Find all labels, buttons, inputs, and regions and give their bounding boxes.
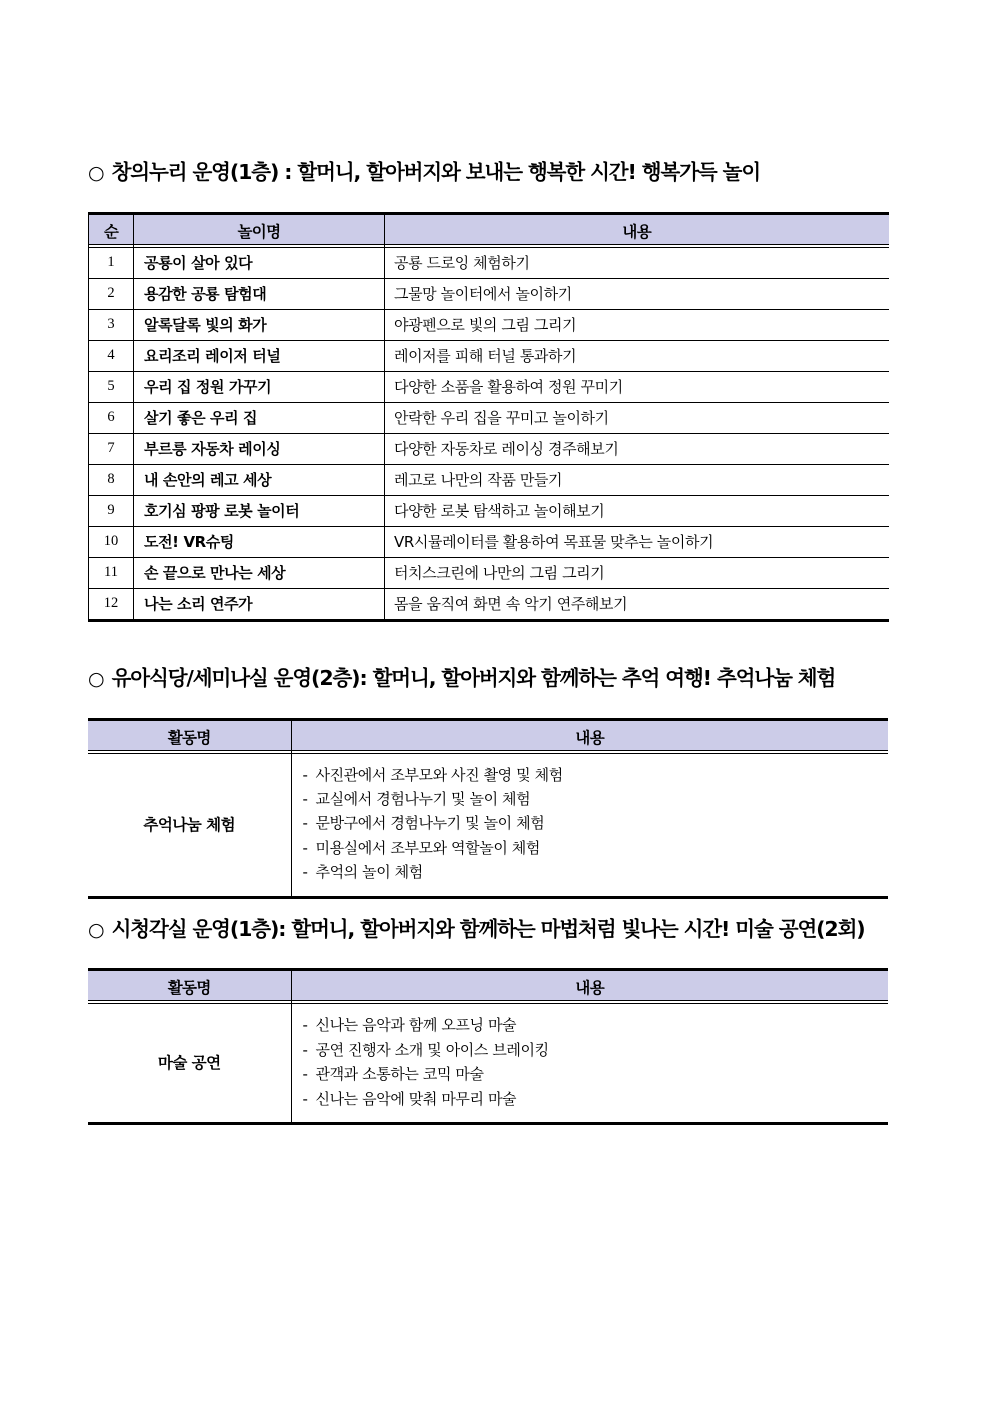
table-magic-head xyxy=(88,970,888,1004)
table-row xyxy=(89,402,889,433)
cell-name: 내 손안의 레고 세상 xyxy=(134,464,385,495)
dash-icon: - xyxy=(302,789,308,808)
cell-no: 9 xyxy=(89,495,134,526)
cell-no: 2 xyxy=(89,278,134,309)
cell-no: 3 xyxy=(89,309,134,340)
cell-no: 6 xyxy=(89,402,134,433)
cell-name: 우리 집 정원 가꾸기 xyxy=(134,371,385,402)
cell-name: 용감한 공룡 탐험대 xyxy=(134,278,385,309)
dash-icon: - xyxy=(302,1040,308,1059)
list-item xyxy=(303,787,889,811)
list-item xyxy=(303,811,889,835)
cell-desc: 몸을 움직여 화면 속 악기 연주해보기 xyxy=(385,588,889,620)
table-row xyxy=(89,278,889,309)
cell-activity-items xyxy=(291,753,888,897)
section-heading-2-text: 유아식당/세미나실 운영(2층): 할머니, 할아버지와 함께하는 추억 여행! 추억나눔 체험 xyxy=(111,665,836,690)
list-item xyxy=(303,1087,889,1111)
table-memory-body xyxy=(88,753,888,897)
column-header-name: 놀이명 xyxy=(134,213,385,247)
table-row xyxy=(88,753,888,897)
list-item xyxy=(303,860,889,884)
section-heading-2 xyxy=(88,666,900,692)
table-row xyxy=(89,309,889,340)
column-header-content: 내용 xyxy=(291,719,888,753)
bullet-icon: ○ xyxy=(88,667,105,690)
cell-no: 10 xyxy=(89,526,134,557)
column-header-no: 순 xyxy=(89,213,134,247)
dash-icon: - xyxy=(302,1089,308,1108)
cell-desc: 안락한 우리 집을 꾸미고 놀이하기 xyxy=(385,402,889,433)
list-item xyxy=(303,1038,889,1062)
table-row xyxy=(89,588,889,620)
table-header-row xyxy=(88,719,888,753)
table-row xyxy=(89,433,889,464)
section-heading-1-text: 창의누리 운영(1층) : 할머니, 할아버지와 보내는 행복한 시간! 행복가득 놀이 xyxy=(111,160,761,184)
cell-desc: VR시뮬레이터를 활용하여 목표물 맞추는 놀이하기 xyxy=(385,526,889,557)
list-item xyxy=(303,1062,889,1086)
table-row xyxy=(89,340,889,371)
cell-name: 나는 소리 연주가 xyxy=(134,588,385,620)
cell-no: 8 xyxy=(89,464,134,495)
cell-name: 손 끝으로 만나는 세상 xyxy=(134,557,385,588)
spacer xyxy=(88,622,900,666)
list-item xyxy=(303,1013,889,1037)
list-item-text: 공연 진행자 소개 및 아이스 브레이킹 xyxy=(315,1040,549,1059)
table-row xyxy=(89,247,889,278)
cell-no: 12 xyxy=(89,588,134,620)
dash-icon: - xyxy=(302,1065,308,1084)
dash-icon: - xyxy=(302,814,308,833)
list-item-text: 미용실에서 조부모와 역할놀이 체험 xyxy=(315,838,540,857)
cell-desc: 레고로 나만의 작품 만들기 xyxy=(385,464,889,495)
list-item-text: 관객과 소통하는 코믹 마술 xyxy=(315,1065,484,1084)
cell-desc: 터치스크린에 나만의 그림 그리기 xyxy=(385,557,889,588)
list-item xyxy=(303,763,889,787)
activity-item-list xyxy=(303,1013,889,1111)
bullet-icon: ○ xyxy=(88,918,105,941)
cell-no: 11 xyxy=(89,557,134,588)
spacer xyxy=(88,899,900,917)
table-memory-experience xyxy=(88,718,888,899)
column-header-activity: 활동명 xyxy=(88,719,291,753)
list-item-text: 추억의 놀이 체험 xyxy=(315,863,423,882)
cell-desc: 다양한 로봇 탐색하고 놀이해보기 xyxy=(385,495,889,526)
cell-no: 4 xyxy=(89,340,134,371)
cell-name: 공룡이 살아 있다 xyxy=(134,247,385,278)
cell-no: 1 xyxy=(89,247,134,278)
cell-activity-name: 추억나눔 체험 xyxy=(88,753,291,897)
cell-name: 살기 좋은 우리 집 xyxy=(134,402,385,433)
cell-name: 요리조리 레이저 터널 xyxy=(134,340,385,371)
table-row xyxy=(89,464,889,495)
list-item-text: 신나는 음악에 맞춰 마무리 마술 xyxy=(315,1089,517,1108)
table-row xyxy=(88,1004,888,1124)
list-item-text: 문방구에서 경험나누기 및 놀이 체험 xyxy=(315,814,545,833)
list-item-text: 신나는 음악과 함께 오프닝 마술 xyxy=(315,1016,517,1035)
document-content xyxy=(88,160,900,1125)
cell-name: 도전! VR슈팅 xyxy=(134,526,385,557)
dash-icon: - xyxy=(302,838,308,857)
cell-no: 7 xyxy=(89,433,134,464)
bullet-icon: ○ xyxy=(88,162,105,184)
table-memory-head xyxy=(88,719,888,753)
column-header-content: 내용 xyxy=(291,970,888,1004)
section-heading-3-text: 시청각실 운영(1층): 할머니, 할아버지와 함께하는 마법처럼 빛나는 시간! 미술 공연(2회) xyxy=(111,916,865,941)
cell-name: 호기심 팡팡 로봇 놀이터 xyxy=(134,495,385,526)
cell-no: 5 xyxy=(89,371,134,402)
table-play-head xyxy=(89,213,889,247)
cell-desc: 공룡 드로잉 체험하기 xyxy=(385,247,889,278)
cell-name: 알록달록 빛의 화가 xyxy=(134,309,385,340)
section-heading-3 xyxy=(88,917,900,943)
table-row xyxy=(89,371,889,402)
table-header-row xyxy=(88,970,888,1004)
column-header-desc: 내용 xyxy=(385,213,889,247)
table-row xyxy=(89,495,889,526)
table-magic-body xyxy=(88,1004,888,1124)
cell-activity-name: 마술 공연 xyxy=(88,1004,291,1124)
list-item xyxy=(303,836,889,860)
cell-activity-items xyxy=(291,1004,888,1124)
dash-icon: - xyxy=(302,1016,308,1035)
list-item-text: 교실에서 경험나누기 및 놀이 체험 xyxy=(315,789,531,808)
table-row xyxy=(89,526,889,557)
column-header-activity: 활동명 xyxy=(88,970,291,1004)
cell-desc: 그물망 놀이터에서 놀이하기 xyxy=(385,278,889,309)
cell-desc: 야광펜으로 빛의 그림 그리기 xyxy=(385,309,889,340)
cell-desc: 레이저를 피해 터널 통과하기 xyxy=(385,340,889,371)
cell-desc: 다양한 소품을 활용하여 정원 꾸미기 xyxy=(385,371,889,402)
table-header-row xyxy=(89,213,889,247)
section-heading-1 xyxy=(88,160,900,186)
activity-item-list xyxy=(303,763,889,885)
table-magic-show xyxy=(88,968,888,1125)
dash-icon: - xyxy=(302,863,308,882)
cell-desc: 다양한 자동차로 레이싱 경주해보기 xyxy=(385,433,889,464)
list-item-text: 사진관에서 조부모와 사진 촬영 및 체험 xyxy=(315,765,563,784)
table-row xyxy=(89,557,889,588)
table-play-body xyxy=(89,247,889,620)
cell-name: 부르릉 자동차 레이싱 xyxy=(134,433,385,464)
dash-icon: - xyxy=(302,765,308,784)
table-play-programs xyxy=(88,212,889,622)
